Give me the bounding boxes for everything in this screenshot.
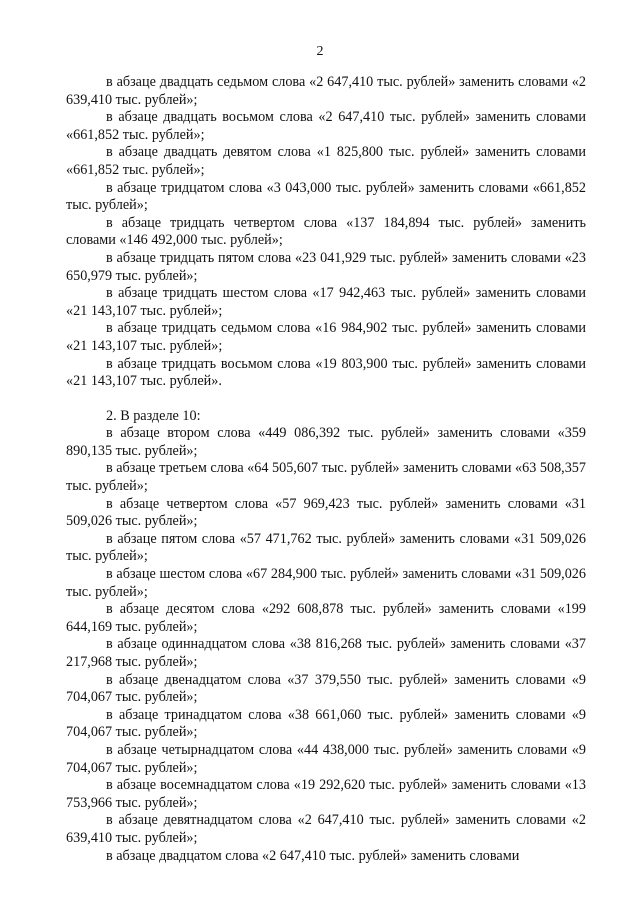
amendment-paragraph: в абзаце тридцать шестом слова «17 942,463 тыс. рублей» заменить словами «21 143,107 тыс. рублей»; [66,285,586,319]
amendment-paragraph: в абзаце втором слова «449 086,392 тыс. рублей» заменить словами «359 890,135 тыс. рублей»; [66,425,586,459]
amendment-paragraph: в абзаце двадцатом слова «2 647,410 тыс. рублей» заменить словами [106,847,520,864]
amendment-paragraph: в абзаце тридцать восьмом слова «19 803,900 тыс. рублей» заменить словами «21 143,107 тыс. рублей». [66,355,586,390]
amendment-paragraph: в абзаце тридцатом слова «3 043,000 тыс. рублей» заменить словами «661,852 тыс. рублей»; [66,179,586,214]
amendment-paragraph: в абзаце шестом слова «67 284,900 тыс. рублей» заменить словами «31 509,026 тыс. рублей»; [66,566,586,600]
document-body [66,74,586,865]
amendment-paragraph: в абзаце тридцать пятом слова «23 041,929 тыс. рублей» заменить словами «23 650,979 тыс. рублей»; [66,249,586,284]
amendment-paragraph: в абзаце двадцать восьмом слова «2 647,410 тыс. рублей» заменить словами «661,852 тыс. рублей»; [66,109,586,143]
amendment-paragraph: в абзаце десятом слова «292 608,878 тыс. рублей» заменить словами «199 644,169 тыс. рублей»; [66,601,586,635]
amendment-paragraph: в абзаце четвертом слова «57 969,423 тыс. рублей» заменить словами «31 509,026 тыс. рублей»; [66,495,586,530]
amendment-paragraph: в абзаце тридцать четвертом слова «137 184,894 тыс. рублей» заменить словами «146 492,000 тыс. рублей»; [66,214,586,249]
amendment-paragraph: в абзаце третьем слова «64 505,607 тыс. рублей» заменить словами «63 508,357 тыс. рублей»; [66,460,586,495]
amendment-paragraph: в абзаце четырнадцатом слова «44 438,000 тыс. рублей» заменить словами «9 704,067 тыс. рублей»; [66,741,586,776]
section-heading: 2. В разделе 10: [106,407,201,424]
amendment-paragraph: в абзаце тринадцатом слова «38 661,060 тыс. рублей» заменить словами «9 704,067 тыс. рублей»; [66,706,586,741]
amendment-paragraph: в абзаце пятом слова «57 471,762 тыс. рублей» заменить словами «31 509,026 тыс. рублей»; [66,530,586,565]
amendment-paragraph: в абзаце девятнадцатом слова «2 647,410 тыс. рублей» заменить словами «2 639,410 тыс. рублей»; [66,812,586,846]
amendment-paragraph: в абзаце восемнадцатом слова «19 292,620 тыс. рублей» заменить словами «13 753,966 тыс. рублей»; [66,777,586,811]
amendment-paragraph: в абзаце тридцать седьмом слова «16 984,902 тыс. рублей» заменить словами «21 143,107 тыс. рублей»; [66,320,586,354]
amendment-paragraph: в абзаце одиннадцатом слова «38 816,268 тыс. рублей» заменить словами «37 217,968 тыс. рублей»; [66,636,586,670]
amendment-paragraph: в абзаце двадцать девятом слова «1 825,800 тыс. рублей» заменить словами «661,852 тыс. рублей»; [66,144,586,178]
amendment-paragraph: в абзаце двенадцатом слова «37 379,550 тыс. рублей» заменить словами «9 704,067 тыс. рублей»; [66,671,586,706]
page-number: 2 [316,44,324,59]
amendment-paragraph: в абзаце двадцать седьмом слова «2 647,410 тыс. рублей» заменить словами «2 639,410 тыс. рублей»; [66,74,586,108]
